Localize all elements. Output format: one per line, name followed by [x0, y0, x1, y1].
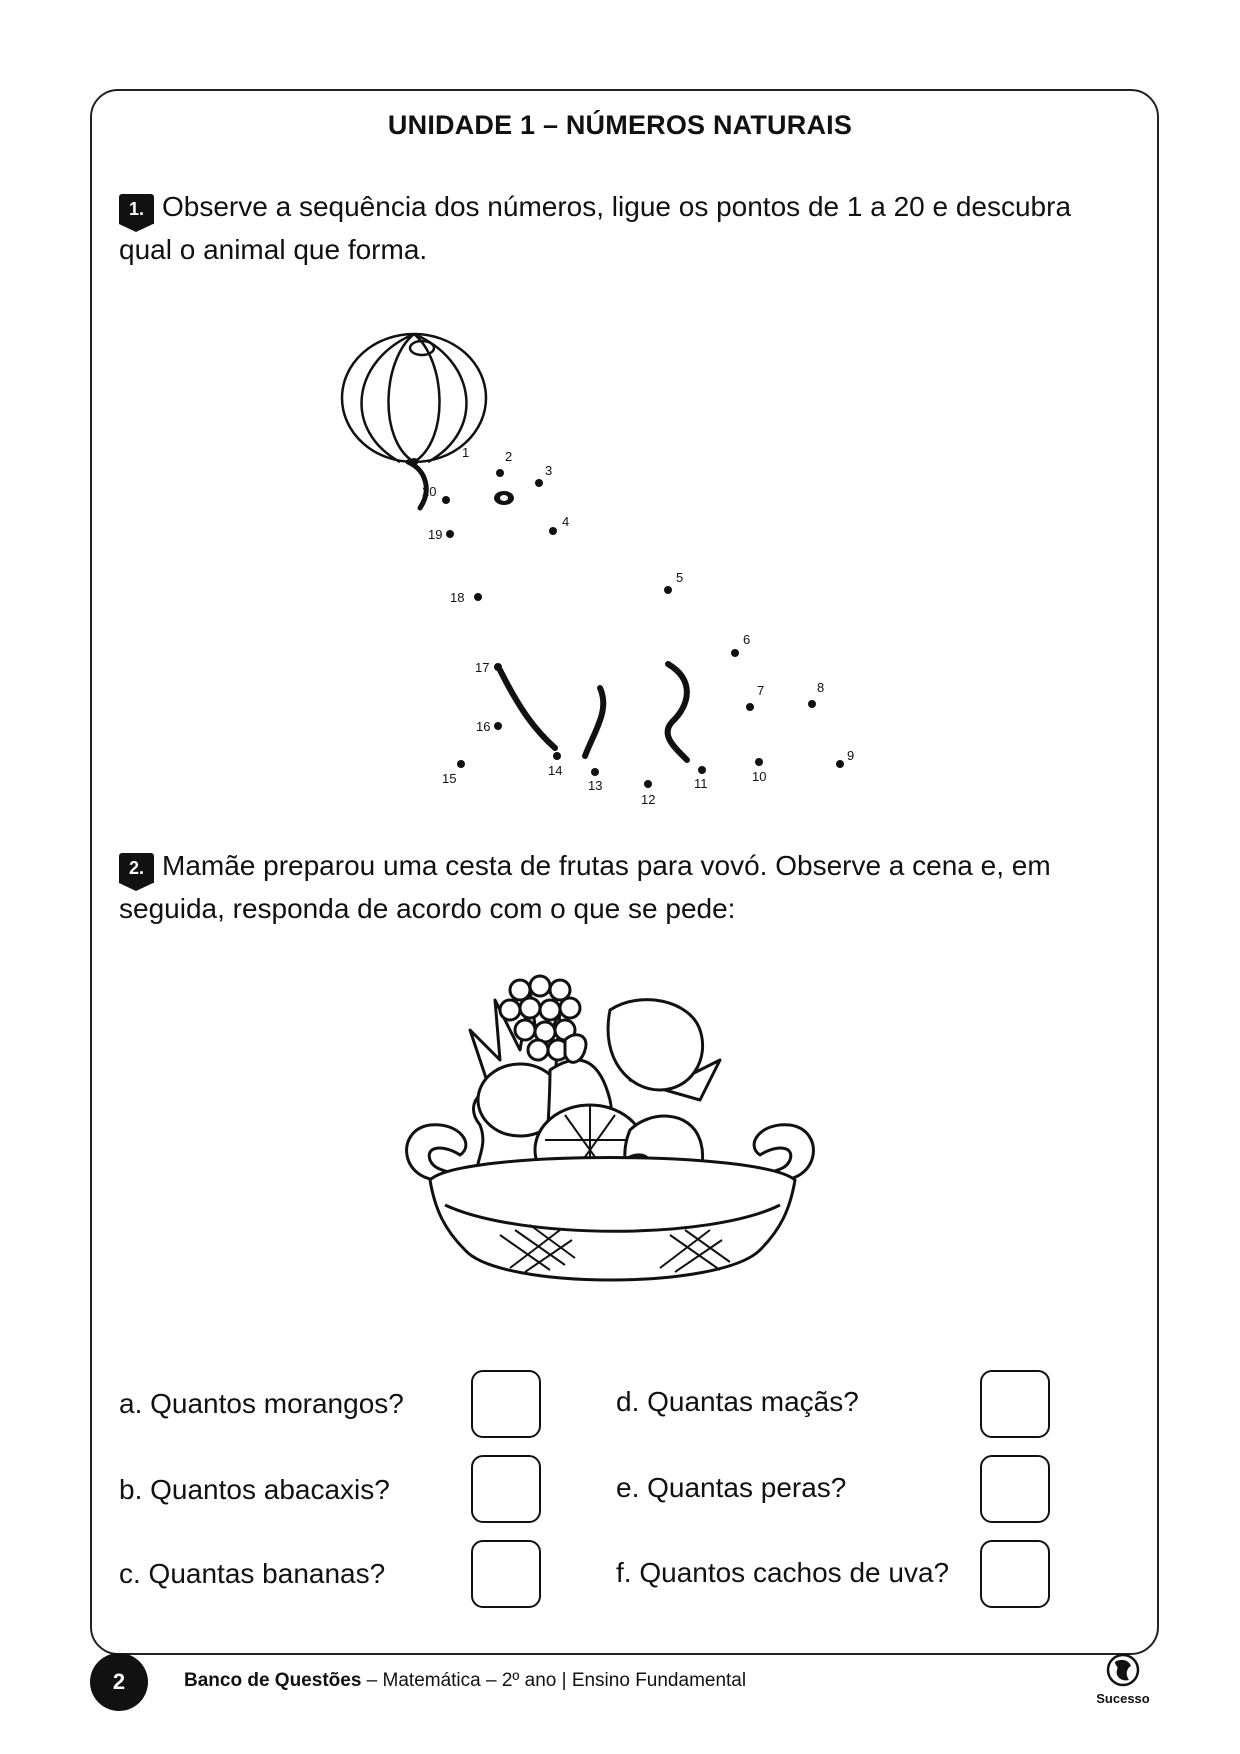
page-number: 2	[90, 1653, 148, 1711]
question-number-badge: 2.	[119, 853, 154, 883]
dot-18	[474, 593, 482, 601]
question-item-e: e. Quantas peras?	[616, 1472, 847, 1503]
dot-9	[836, 760, 844, 768]
globe-logo-icon	[1103, 1652, 1143, 1688]
question-1	[119, 185, 1129, 271]
question-item-c: c. Quantas bananas?	[119, 1558, 386, 1589]
dot-label-11: 11	[694, 776, 708, 791]
dot-label-16: 16	[476, 719, 491, 734]
dot-1	[410, 458, 418, 466]
dot-label-14: 14	[548, 763, 563, 778]
publisher-logo	[1088, 1652, 1158, 1706]
dot-label-15: 15	[442, 771, 457, 786]
question-item-a: a. Quantos morangos?	[119, 1388, 404, 1419]
dot-label-1: 1	[462, 445, 470, 460]
dot-12	[644, 780, 652, 788]
dot-4	[549, 527, 557, 535]
dot-19	[446, 530, 454, 538]
dot-5	[664, 586, 672, 594]
dot-label-7: 7	[757, 683, 765, 698]
dot-label-12: 12	[641, 792, 656, 807]
dot-2	[496, 469, 504, 477]
dot-label-13: 13	[588, 778, 603, 793]
dot-label-5: 5	[676, 570, 684, 585]
strawberry-icon	[565, 1035, 586, 1063]
dot-label-3: 3	[545, 463, 553, 478]
dot-15	[457, 760, 465, 768]
dot-label-8: 8	[817, 680, 825, 695]
dot-20	[442, 496, 450, 504]
answer-box-e[interactable]	[980, 1455, 1050, 1523]
dot-label-10: 10	[752, 769, 767, 784]
question-2-text: Mamãe preparou uma cesta de frutas para vovó. Observe a cena e, em seguida, responda de acordo com o que se pede:	[119, 850, 1051, 924]
footer-text	[184, 1670, 746, 1692]
question-number-badge: 1.	[119, 194, 154, 224]
question-item-f: f. Quantos cachos de uva?	[616, 1557, 950, 1588]
answer-box-f[interactable]	[980, 1540, 1050, 1608]
logo-text: Sucesso	[1096, 1691, 1150, 1706]
footer-book-title: Banco de Questões	[184, 1670, 362, 1691]
dot-10	[755, 758, 763, 766]
answer-box-d[interactable]	[980, 1370, 1050, 1438]
dot-11	[698, 766, 706, 774]
apple-icon	[608, 1000, 703, 1090]
question-2	[119, 844, 1129, 930]
dot-label-20: 20	[422, 484, 437, 499]
answer-box-a[interactable]	[471, 1370, 541, 1438]
question-1-text: Observe a sequência dos números, ligue os pontos de 1 a 20 e descubra qual o animal que forma.	[119, 191, 1072, 265]
dot-6	[731, 649, 739, 657]
answer-box-c[interactable]	[471, 1540, 541, 1608]
dot-14	[553, 752, 561, 760]
connect-the-dots-illustration	[330, 330, 890, 810]
dot-3	[535, 479, 543, 487]
fruit-basket-illustration	[400, 950, 840, 1310]
dot-label-2: 2	[505, 449, 513, 464]
dots-group	[410, 458, 844, 788]
footer-subtitle: – Matemática – 2º ano | Ensino Fundamental	[361, 1670, 747, 1691]
dot-17	[494, 663, 502, 671]
dot-8	[808, 700, 816, 708]
dot-13	[591, 768, 599, 776]
dot-label-9: 9	[847, 748, 855, 763]
dot-label-17: 17	[475, 660, 490, 675]
unit-title: UNIDADE 1 – NÚMEROS NATURAIS	[387, 110, 853, 140]
question-item-b: b. Quantos abacaxis?	[119, 1474, 390, 1505]
dot-label-18: 18	[450, 590, 465, 605]
question-item-d: d. Quantas maçãs?	[616, 1386, 859, 1417]
dot-label-19: 19	[428, 527, 443, 542]
answer-box-b[interactable]	[471, 1455, 541, 1523]
dot-7	[746, 703, 754, 711]
dot-label-4: 4	[562, 514, 570, 529]
dot-label-6: 6	[743, 632, 751, 647]
dot-16	[494, 722, 502, 730]
